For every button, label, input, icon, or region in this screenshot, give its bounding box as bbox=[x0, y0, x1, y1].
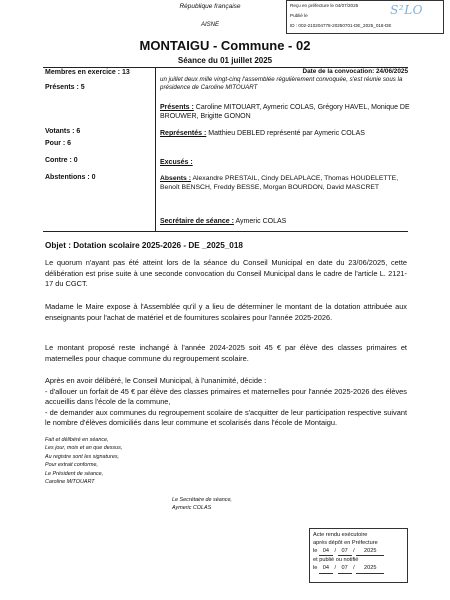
decision-item-2: - de demander aux communes du regroupement scolaire de s'acquitter de leur participation respective suivant le nombre d'élèves domiciliés dans leur commune et scolarisés dans l'école de Montaigu. bbox=[45, 407, 407, 428]
prefecture-stamp bbox=[286, 0, 444, 34]
acte-executoire-box bbox=[309, 528, 408, 583]
stamp-published: Publié le bbox=[290, 13, 308, 18]
footer-line: Les jour, mois et an que dessus, bbox=[45, 445, 123, 452]
meta-bottom-rule bbox=[43, 231, 408, 232]
absents-names: Alexandre PRESTAIL, Cindy DELAPLACE, Thomas HOUDELETTE, Benoît BENSCH, Freddy BESSE, Morgan BOURDON, David MASCRET bbox=[160, 175, 399, 192]
footer-line: Le Président de séance, bbox=[45, 470, 104, 477]
secretaire-label: Secrétaire de séance : bbox=[160, 218, 234, 225]
presents-label: Présents : bbox=[160, 104, 194, 111]
secretaire-name: Aymeric COLAS bbox=[233, 218, 287, 225]
abstentions-count: Abstentions : 0 bbox=[45, 174, 96, 181]
paragraph-montant: Le montant proposé reste inchangé à l'année 2024-2025 soit 45 € par élève des classes primaires et maternelles pour chaque commune du regroupement scolaire. bbox=[45, 343, 407, 363]
secretaire-signature-name: Aymeric COLAS bbox=[172, 505, 212, 512]
acte-line: Acte rendu exécutoire bbox=[313, 532, 368, 538]
stamp-received: Reçu en préfecture le 04/07/2025 bbox=[290, 3, 359, 8]
absents-block bbox=[160, 174, 410, 192]
acte-year: 2025 bbox=[356, 547, 384, 556]
representes-block bbox=[160, 129, 410, 138]
decision-item-1: - d'allouer un forfait de 45 € par élève des classes primaires et maternelles pour l'année 2025-2026 des élèves accueillis dans l'école de la commune, bbox=[45, 386, 407, 407]
absents-label: Absents : bbox=[160, 175, 191, 182]
acte-le: le bbox=[313, 548, 318, 555]
acte-date-publication: le 04 / 07 / 2025 bbox=[313, 564, 404, 573]
acte-day: 04 bbox=[319, 564, 333, 573]
decision-intro: Après en avoir délibéré, le Conseil Municipal, à l'unanimité, décide : bbox=[45, 376, 267, 385]
presents-names: Caroline MITOUART, Aymeric COLAS, Grégory HAVEL, Monique DE BROUWER, Brigitte GONON bbox=[160, 104, 410, 121]
secretaire-block bbox=[160, 217, 410, 226]
votants-count: Votants : 6 bbox=[45, 128, 81, 135]
footer-line: Fait et délibéré en séance, bbox=[45, 437, 109, 443]
contre-count: Contre : 0 bbox=[45, 157, 78, 164]
meta-divider bbox=[155, 67, 156, 231]
acte-le: le bbox=[313, 565, 318, 572]
acte-year: 2025 bbox=[356, 564, 384, 573]
convocation-text: un juillet deux mille vingt-cinq l'assemblée régulièrement convoquée, s'est réunie sous la présidence de Caroline MITOUART bbox=[160, 76, 403, 92]
convocation-date: Date de la convocation: 24/06/2025 bbox=[302, 68, 408, 75]
acte-date-depot: le 04 / 07 / 2025 bbox=[313, 547, 404, 556]
paragraph-quorum: Le quorum n'ayant pas été atteint lors de la séance du Conseil Municipal en date du 23/06/2025, cette délibération est prise suite à une seconde convocation du Conseil Municipal dans le cadre de l'article L. 2121-17 du CGCT. bbox=[45, 258, 407, 289]
decision-block bbox=[45, 376, 407, 429]
acte-line: après dépôt en Préfecture bbox=[313, 540, 378, 547]
commune-title: MONTAIGU - Commune - 02 bbox=[139, 38, 311, 53]
presents-count: Présents : 5 bbox=[45, 84, 85, 91]
acte-month: 07 bbox=[338, 564, 352, 573]
excuses-label: Excusés : bbox=[160, 159, 193, 166]
president-name: Caroline MITOUART bbox=[45, 478, 95, 485]
membres-count: Membres en exercice : 13 bbox=[45, 69, 130, 76]
objet-heading: Objet : Dotation scolaire 2025-2026 - DE _2025_018 bbox=[45, 241, 243, 250]
departement-label: AISNE bbox=[200, 22, 219, 28]
footer-line: Le Secrétaire de séance, bbox=[172, 497, 232, 503]
representes-label: Représentés : bbox=[160, 130, 207, 137]
acte-day: 04 bbox=[319, 547, 333, 556]
pour-count: Pour : 6 bbox=[45, 140, 72, 147]
representes-names: Matthieu DEBLED représenté par Aymeric COLAS bbox=[206, 130, 365, 137]
slo-logo: S²LO bbox=[390, 3, 423, 17]
presents-block bbox=[160, 103, 410, 122]
acte-month: 07 bbox=[338, 547, 352, 556]
stamp-id: ID : 002-210204778-20250701-DE_2025_018-DE bbox=[290, 23, 392, 28]
signature-block-president bbox=[45, 436, 165, 486]
footer-line: Au registre sont les signatures, bbox=[45, 453, 120, 460]
excuses-block bbox=[160, 158, 410, 167]
seance-date: Séance du 01 juillet 2025 bbox=[177, 56, 273, 65]
acte-line: et publié ou notifié bbox=[313, 557, 359, 564]
signature-block-secretaire bbox=[172, 496, 292, 513]
paragraph-expose: Madame le Maire expose à l'Assemblée qu'il y a lieu de déterminer le montant de la dotation attribuée aux enseignants pour l'achat de matériel et de fournitures scolaires pour l'année 2025-2026. bbox=[45, 302, 407, 322]
footer-line: Pour extrait conforme, bbox=[45, 462, 99, 469]
republique-label: République française bbox=[179, 3, 241, 10]
